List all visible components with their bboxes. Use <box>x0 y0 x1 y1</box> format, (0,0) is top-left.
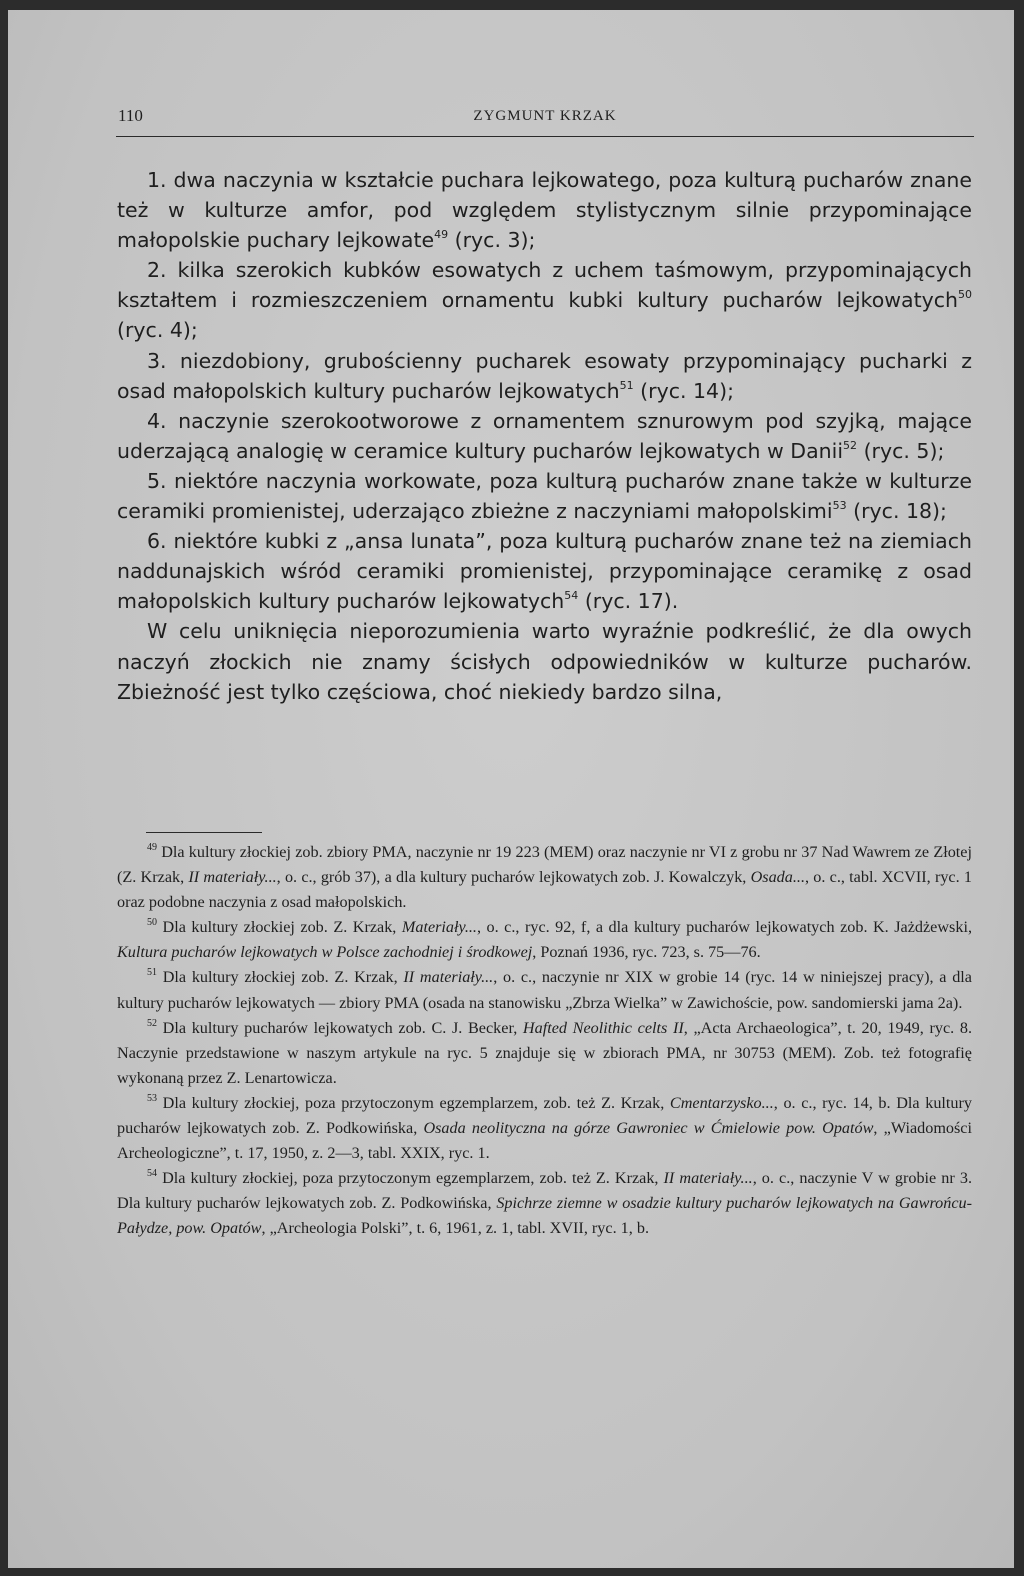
footnote-ref: 49 <box>434 228 449 242</box>
footnote-54: $^{54}$ Dla kultury złockiej, poza przytoczonym egzemplarzem, zob. też Z. Krzak, II materiały..., o. c., naczynie V w grobie nr 3. Dla kultury pucharów lejkowatych zob. Z. Podkowińska, Spichrze ziemne w osadzie kultury pucharów lejkowatych na Gawrońcu-Pałydze, pow. Opatów, „Archeologia Polski”, t. 6, 1961, z. 1, tabl. XVII, ryc. 1, b. <box>117 1168 972 1238</box>
list-item: 5. niektóre naczynia workowate, poza kulturą pucharów znane także w kulturze ceramiki promienistej, uderzająco zbieżne z naczyniami małopolskimi$^{53}$ (ryc. 18); <box>117 468 972 524</box>
book-page <box>8 10 1014 1568</box>
running-header <box>116 106 974 137</box>
footnote-52: $^{52}$ Dla kultury pucharów lejkowatych zob. C. J. Becker, Hafted Neolithic celts II, „Acta Archaeologica”, t. 20, 1949, ryc. 8. Naczynie przedstawione w naszym artykule na ryc. 5 znajduje się w zbiorach PMA, nr 30753 (MEM). Zob. też fotografię wykonaną przez Z. Lenartowicza. <box>117 1017 973 1087</box>
closing-paragraph: W celu uniknięcia nieporozumienia warto wyraźnie podkreślić, że dla owych naczyń złockich nie znamy ścisłych odpowiedników w kulturze pucharów. Zbieżność jest tylko częściowa, choć niekiedy bardzo silna, <box>117 619 972 704</box>
page-number: 110 <box>118 106 143 125</box>
footnote-51: $^{51}$ Dla kultury złockiej zob. Z. Krzak, II materiały..., o. c., naczynie nr XIX w grobie 14 (ryc. 14 w niniejszej pracy), a dla kultury pucharów lejkowatych — zbiory PMA (osada na stanowisku „Zbrza Wielka” w Zawichoście, pow. sandomierski jama 2a). <box>117 967 972 1012</box>
footnote-49: $^{49}$ Dla kultury złockiej zob. zbiory PMA, naczynie nr 19 223 (MEM) oraz naczynie nr VI z grobu nr 37 Nad Wawrem ze Złotej (Z. Krzak, II materiały..., o. c., grób 37), a dla kultury pucharów lejkowatych zob. J. Kowalczyk, Osada..., o. c., tabl. XCVII, ryc. 1 oraz podobne naczynia z osad małopolskich. <box>117 842 972 912</box>
running-head-author: ZYGMUNT KRZAK <box>473 108 617 124</box>
list-item: 4. naczynie szerokootworowe z ornamentem sznurowym pod szyjką, mające uderzającą analogię w ceramice kultury pucharów lejkowatych w Danii$^{52}$ (ryc. 5); <box>117 408 972 463</box>
footnote-ref: 52 <box>843 438 858 452</box>
list-item: 2. kilka szerokich kubków esowatych z uchem taśmowym, przypominających kształtem i rozmieszczeniem ornamentu kubki kultury pucharów lejkowatych$^{50}$ (ryc. 4); <box>117 258 972 343</box>
footnote-ref: 50 <box>958 288 972 302</box>
footnote-divider <box>146 832 262 833</box>
footnote-ref: 54 <box>564 589 579 603</box>
footnote-ref: 53 <box>832 499 847 513</box>
footnote-53: $^{53}$ Dla kultury złockiej, poza przytoczonym egzemplarzem, zob. też Z. Krzak, Cmentarzysko..., o. c., ryc. 14, b. Dla kultury pucharów lejkowatych zob. Z. Podkowińska, Osada neolityczna na górze Gawroniec w Ćmielowie pow. Opatów, „Wiadomości Archeologiczne”, t. 17, 1950, z. 2—3, tabl. XXIX, ryc. 1. <box>117 1092 972 1163</box>
footnote-ref: 51 <box>619 378 634 392</box>
main-text <box>117 165 972 707</box>
footnote-50: $^{50}$ Dla kultury złockiej zob. Z. Krzak, Materiały..., o. c., ryc. 92, f, a dla kultury pucharów lejkowatych zob. K. Jażdżewski, Kultura pucharów lejkowatych w Polsce zachodniej i środkowej, Poznań 1936, ryc. 723, s. 75—76. <box>117 917 972 962</box>
footnotes <box>117 840 972 1242</box>
list-item: 1. dwa naczynia w kształcie puchara lejkowatego, poza kulturą pucharów znane też w kulturze amfor, pod względem stylistycznym silnie przypominające małopolskie puchary lejkowate$^{49}$ (ryc. 3); <box>117 168 972 253</box>
list-item: 6. niektóre kubki z „ansa lunata”, poza kulturą pucharów znane też na ziemiach naddunajskich wśród ceramiki promienistej, przypominające ceramikę z osad małopolskich kultury pucharów lejkowatych$^{54}$ (ryc. 17). <box>117 529 972 614</box>
list-item: 3. niezdobiony, grubościenny pucharek esowaty przypominający pucharki z osad małopolskich kultury pucharów lejkowatych$^{51}$ (ryc. 14); <box>117 348 972 403</box>
